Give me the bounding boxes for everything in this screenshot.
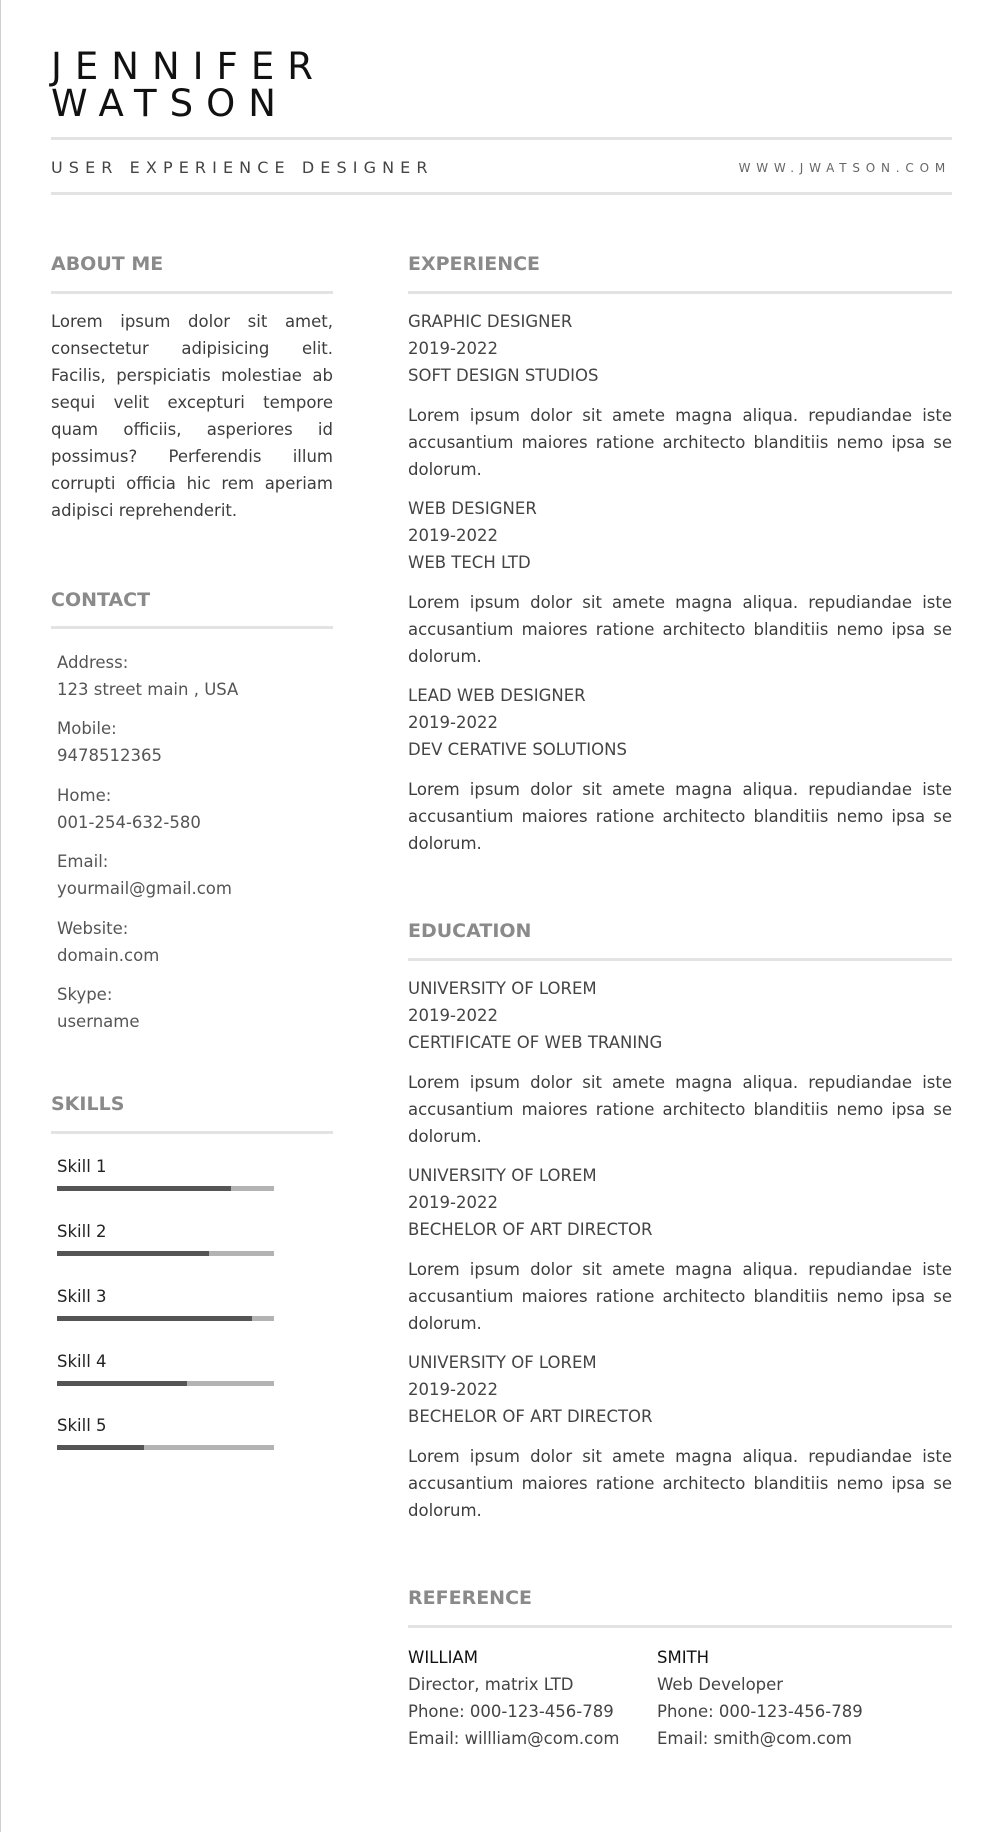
education-years: 2019-2022 xyxy=(408,1006,498,1025)
experience-years: 2019-2022 xyxy=(408,526,498,545)
experience-company: SOFT DESIGN STUDIOS xyxy=(408,366,599,385)
contact-email xyxy=(57,848,232,902)
skill-bar xyxy=(57,1186,274,1191)
experience-role: WEB DESIGNER xyxy=(408,499,537,518)
experience-role: LEAD WEB DESIGNER xyxy=(408,686,586,705)
last-name: WATSON xyxy=(51,82,289,125)
experience-entry xyxy=(408,682,952,857)
education-description: Lorem ipsum dolor sit amete magna aliqua. repudiandae iste accusantium maiores ratione architecto blanditiis nemo ipsa se dolorum. xyxy=(408,1073,952,1146)
reference-name: SMITH xyxy=(657,1648,710,1667)
skills-heading: SKILLS xyxy=(51,1093,125,1115)
experience-company: DEV CERATIVE SOLUTIONS xyxy=(408,740,627,759)
education-entry xyxy=(408,1162,952,1337)
contact-label: Skype: xyxy=(57,985,113,1004)
education-degree: BECHELOR OF ART DIRECTOR xyxy=(408,1407,653,1426)
contact-value[interactable]: 9478512365 xyxy=(57,746,162,765)
contact-heading: CONTACT xyxy=(51,589,151,611)
education-heading: EDUCATION xyxy=(408,920,532,942)
page-border xyxy=(0,0,1,1832)
about-text: Lorem ipsum dolor sit amet, consectetur adipisicing elit. Facilis, perspiciatis molestiae ab sequi velit excepturi tempore quam officiis, asperiores id possimus? Perferendis illum corrupti officia hic rem aperiam adipisci reprehenderit. xyxy=(51,312,333,520)
contact-mobile xyxy=(57,715,162,769)
contact-home xyxy=(57,782,201,836)
education-entry xyxy=(408,1349,952,1524)
skill-bar xyxy=(57,1445,274,1450)
contact-label: Address: xyxy=(57,653,129,672)
experience-entry xyxy=(408,308,952,483)
reference-position: Web Developer xyxy=(657,1675,784,1694)
education-entry xyxy=(408,975,952,1150)
reference-email[interactable]: Email: willliam@com.com xyxy=(408,1729,620,1748)
skill-label: Skill 2 xyxy=(57,1222,107,1241)
education-description: Lorem ipsum dolor sit amete magna aliqua. repudiandae iste accusantium maiores ratione architecto blanditiis nemo ipsa se dolorum. xyxy=(408,1447,952,1520)
skill-item xyxy=(57,1352,274,1386)
skills-divider xyxy=(51,1131,333,1134)
contact-value[interactable]: yourmail@gmail.com xyxy=(57,879,232,898)
skill-item xyxy=(57,1222,274,1256)
contact-label: Email: xyxy=(57,852,109,871)
reference-card xyxy=(408,1644,619,1752)
skill-item xyxy=(57,1287,274,1321)
experience-heading: EXPERIENCE xyxy=(408,253,541,275)
contact-label: Home: xyxy=(57,786,112,805)
skill-label: Skill 1 xyxy=(57,1157,107,1176)
experience-years: 2019-2022 xyxy=(408,713,498,732)
contact-label: Website: xyxy=(57,919,129,938)
education-degree: CERTIFICATE OF WEB TRANING xyxy=(408,1033,663,1052)
education-years: 2019-2022 xyxy=(408,1193,498,1212)
experience-divider xyxy=(408,291,952,294)
skill-level-fill xyxy=(57,1381,187,1386)
skill-level-fill xyxy=(57,1316,252,1321)
reference-name: WILLIAM xyxy=(408,1648,478,1667)
education-school: UNIVERSITY OF LOREM xyxy=(408,1166,597,1185)
reference-email[interactable]: Email: smith@com.com xyxy=(657,1729,852,1748)
about-heading: ABOUT ME xyxy=(51,253,164,275)
contact-label: Mobile: xyxy=(57,719,117,738)
experience-description: Lorem ipsum dolor sit amete magna aliqua. repudiandae iste accusantium maiores ratione architecto blanditiis nemo ipsa se dolorum. xyxy=(408,593,952,666)
job-title: USER EXPERIENCE DESIGNER xyxy=(51,158,434,177)
reference-card xyxy=(657,1644,863,1752)
education-school: UNIVERSITY OF LOREM xyxy=(408,1353,597,1372)
skill-level-fill xyxy=(57,1445,144,1450)
skill-label: Skill 5 xyxy=(57,1416,107,1435)
experience-description: Lorem ipsum dolor sit amete magna aliqua. repudiandae iste accusantium maiores ratione architecto blanditiis nemo ipsa se dolorum. xyxy=(408,780,952,853)
candidate-name xyxy=(51,45,326,125)
contact-website xyxy=(57,915,159,969)
website-link[interactable]: WWW.JWATSON.COM xyxy=(738,161,951,175)
reference-phone[interactable]: Phone: 000-123-456-789 xyxy=(408,1702,614,1721)
experience-company: WEB TECH LTD xyxy=(408,553,531,572)
skill-item xyxy=(57,1416,274,1450)
contact-value: 123 street main , USA xyxy=(57,680,239,699)
education-degree: BECHELOR OF ART DIRECTOR xyxy=(408,1220,653,1239)
education-school: UNIVERSITY OF LOREM xyxy=(408,979,597,998)
contact-divider xyxy=(51,626,333,629)
contact-value[interactable]: 001-254-632-580 xyxy=(57,813,201,832)
education-divider xyxy=(408,958,952,961)
experience-role: GRAPHIC DESIGNER xyxy=(408,312,573,331)
skill-item xyxy=(57,1157,274,1191)
skill-level-fill xyxy=(57,1251,209,1256)
experience-description: Lorem ipsum dolor sit amete magna aliqua. repudiandae iste accusantium maiores ratione architecto blanditiis nemo ipsa se dolorum. xyxy=(408,406,952,479)
experience-entry xyxy=(408,495,952,670)
contact-skype xyxy=(57,981,140,1035)
reference-position: Director, matrix LTD xyxy=(408,1675,574,1694)
education-years: 2019-2022 xyxy=(408,1380,498,1399)
education-description: Lorem ipsum dolor sit amete magna aliqua. repudiandae iste accusantium maiores ratione architecto blanditiis nemo ipsa se dolorum. xyxy=(408,1260,952,1333)
contact-value: username xyxy=(57,1012,140,1031)
skill-label: Skill 3 xyxy=(57,1287,107,1306)
skill-bar xyxy=(57,1251,274,1256)
about-divider xyxy=(51,291,333,294)
contact-value[interactable]: domain.com xyxy=(57,946,160,965)
contact-address xyxy=(57,649,238,703)
skill-label: Skill 4 xyxy=(57,1352,107,1371)
header-top-divider xyxy=(51,137,952,140)
reference-phone[interactable]: Phone: 000-123-456-789 xyxy=(657,1702,863,1721)
reference-heading: REFERENCE xyxy=(408,1587,533,1609)
skill-bar xyxy=(57,1316,274,1321)
experience-years: 2019-2022 xyxy=(408,339,498,358)
reference-divider xyxy=(408,1625,952,1628)
first-name: JENNIFER xyxy=(51,45,326,88)
skill-level-fill xyxy=(57,1186,231,1191)
skill-bar xyxy=(57,1381,274,1386)
header-bottom-divider xyxy=(51,192,952,195)
